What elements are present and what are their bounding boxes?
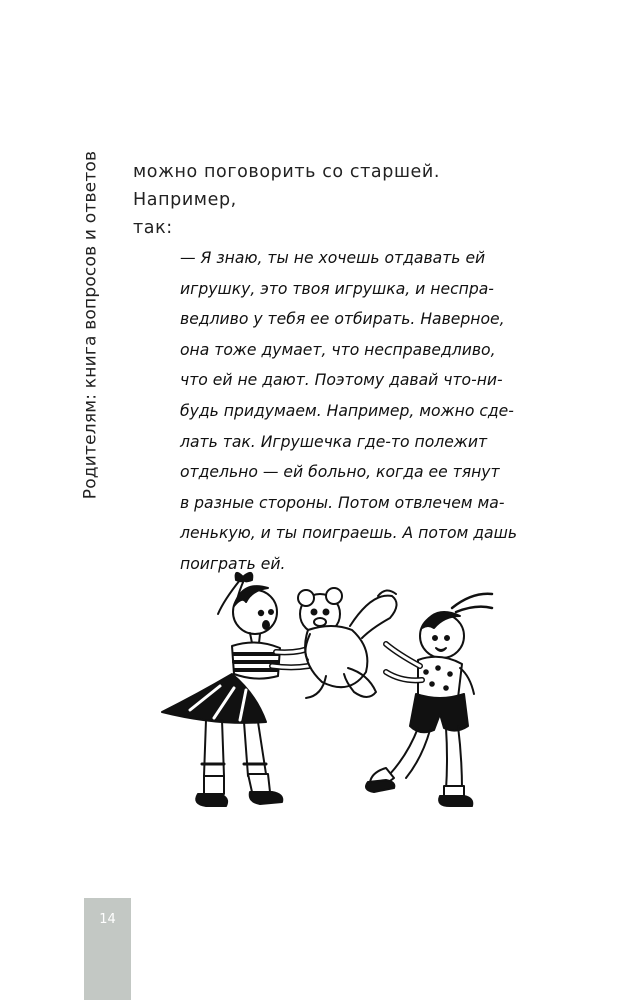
two-girls-pulling-teddy-bear-drawing <box>160 568 505 818</box>
page-number: 14 <box>99 912 116 927</box>
quoted-dialogue <box>180 243 532 580</box>
quote-line: — Я знаю, ты не хочешь отдавать ей <box>180 249 486 267</box>
intro-line: так: <box>133 218 173 238</box>
quote-line: ленькую, и ты поиграешь. А потом дашь <box>180 524 518 543</box>
intro-paragraph <box>133 158 533 242</box>
page-number-tab <box>84 898 131 1000</box>
quote-line: ведливо у тебя ее отбирать. Наверное, <box>180 310 505 329</box>
quote-line: игрушку, это твоя игрушка, и неспра- <box>180 279 494 298</box>
quote-line: в разные стороны. Потом отвлечем ма- <box>180 493 505 512</box>
intro-line: можно поговорить со старшей. Например, <box>133 162 441 210</box>
quote-line: лать так. Игрушечка где-то полежит <box>180 432 488 451</box>
quote-line: поиграть ей. <box>180 554 286 573</box>
left-girl-figure <box>162 573 324 806</box>
running-title <box>78 150 102 500</box>
quote-line: будь придумаем. Например, можно сде- <box>180 401 514 420</box>
quote-line: отдельно — ей больно, когда ее тянут <box>180 463 500 482</box>
quote-line: что ей не дают. Поэтому давай что-ни- <box>180 371 503 390</box>
running-title-text: Родителям: книга вопросов и ответов <box>80 150 101 500</box>
teddy-bear-figure <box>298 588 397 698</box>
quote-line: она тоже думает, что несправедливо, <box>180 340 496 359</box>
right-girl-figure <box>366 594 492 806</box>
